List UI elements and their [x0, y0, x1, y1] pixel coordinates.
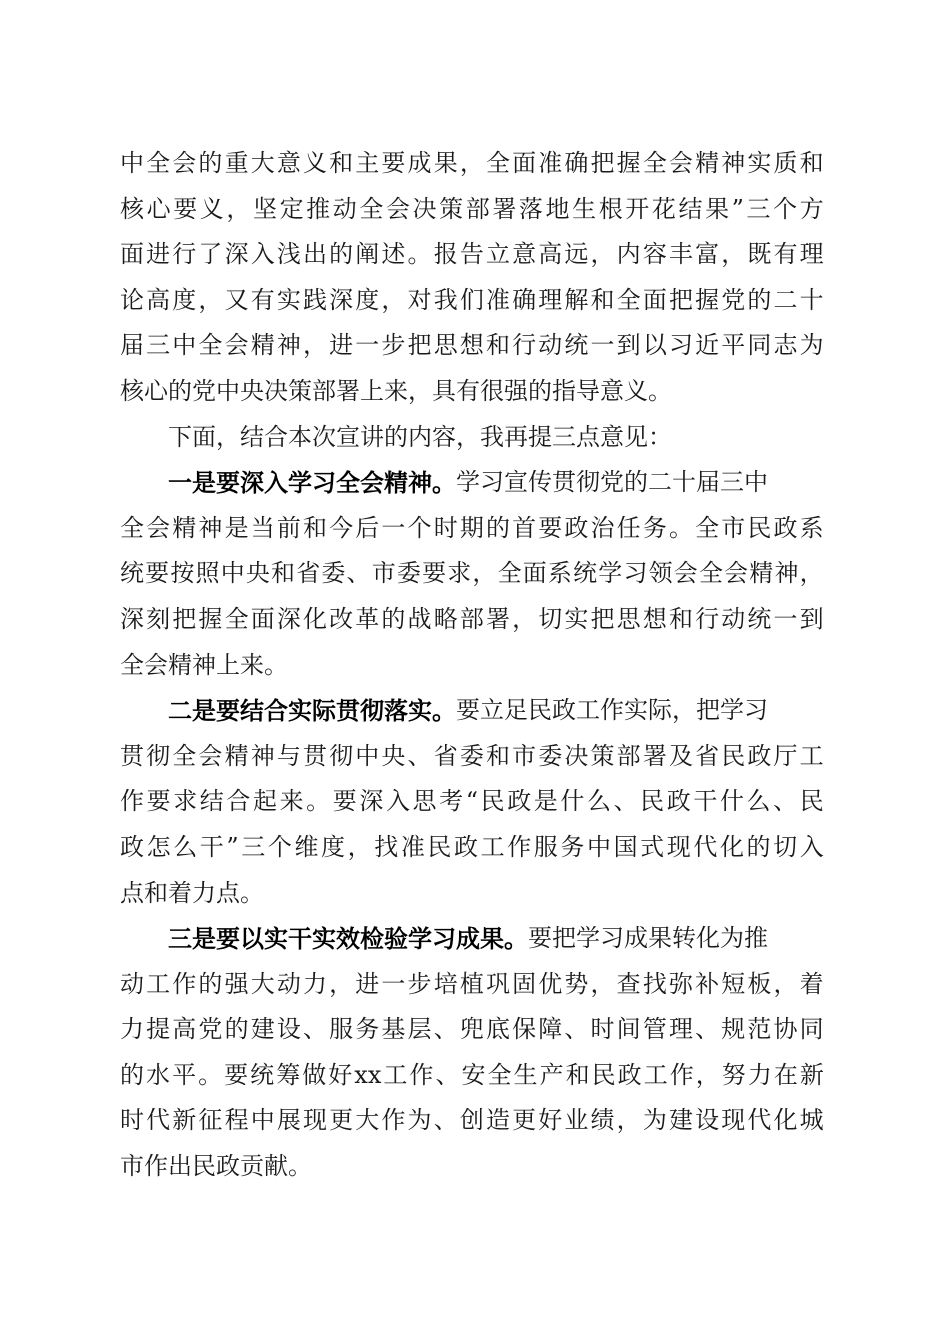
point-heading: 一是要深入学习全会精神。 — [168, 468, 456, 498]
text-line: 全会精神上来。 — [120, 650, 288, 679]
text-line: 核 心 要 义 ， 坚 定 推 动 全 会 决 策 部 署 落 地 生 根 开 花 结 果 ” 三 个 方 — [120, 194, 824, 223]
text-line: 力 提 高 党 的 建 设 、 服 务 基 层 、 兜 底 保 障 、 时 间 管 理 、 规 范 协 同 — [120, 1015, 824, 1044]
text-line: 作 要 求 结 合 起 来 。 要 深 入 思 考 “ 民 政 是 什 么 、 民 政 干 什 么 、 民 — [120, 787, 824, 816]
text-line: 下面，结合本次宣讲的内容，我再提三点意见： — [168, 422, 672, 451]
text-line: 时 代 新 征 程 中 展 现 更 大 作 为 、 创 造 更 好 业 绩 ， 为 建 设 现 代 化 城 — [120, 1106, 824, 1135]
text-line: 市作出民政贡献。 — [120, 1152, 312, 1181]
text-line: 点和着力点。 — [120, 878, 264, 907]
paragraph-intro — [120, 141, 824, 415]
document-page — [120, 141, 824, 1190]
point-text: 要立足民政工作实际，把学习 — [456, 696, 768, 725]
text-line: 面 进 行 了 深 入 浅 出 的 阐 述 。 报 告 立 意 高 远 ， 内 容 丰 富 ， 既 有 理 — [120, 240, 824, 269]
text-line: 中 全 会 的 重 大 意 义 和 主 要 成 果 ， 全 面 准 确 把 握 全 会 精 神 实 质 和 — [120, 149, 824, 177]
text-line: 届 三 中 全 会 精 神 ， 进 一 步 把 思 想 和 行 动 统 一 到 以 习 近 平 同 志 为 — [120, 331, 824, 360]
text-line: 动 工 作 的 强 大 动 力 ， 进 一 步 培 植 巩 固 优 势 ， 查 找 弥 补 短 板 ， 着 — [120, 969, 824, 998]
text-line — [120, 916, 824, 962]
text-line: 全 会 精 神 是 当 前 和 今 后 一 个 时 期 的 首 要 政 治 任 务 。 全 市 民 政 系 — [120, 513, 824, 542]
paragraph-transition — [120, 415, 824, 461]
point-heading: 二是要结合实际贯彻落实。 — [168, 696, 456, 726]
paragraph-point-1 — [120, 460, 824, 688]
text-line: 统 要 按 照 中 央 和 省 委 、 市 委 要 求 ， 全 面 系 统 学 习 领 会 全 会 精 神 ， — [120, 559, 824, 588]
paragraph-point-2 — [120, 688, 824, 916]
paragraph-point-3 — [120, 916, 824, 1190]
point-text: 学习宣传贯彻党的二十届三中 — [456, 468, 768, 497]
text-line: 政 怎 么 干 ” 三 个 维 度 ， 找 准 民 政 工 作 服 务 中 国 式 现 代 化 的 切 入 — [120, 832, 824, 861]
text-line: 深 刻 把 握 全 面 深 化 改 革 的 战 略 部 署 ， 切 实 把 思 想 和 行 动 统 一 到 — [120, 604, 824, 633]
text-line — [120, 460, 824, 506]
text-line: 贯 彻 全 会 精 神 与 贯 彻 中 央 、 省 委 和 市 委 决 策 部 署 及 省 民 政 厅 工 — [120, 741, 824, 770]
text-line: 核心的党中央决策部署上来，具有很强的指导意义。 — [120, 376, 672, 405]
text-line: 的 水 平 。 要 统 筹 做 好 xx 工 作 、 安 全 生 产 和 民 政 工 作 ， 努 力 在 新 — [120, 1060, 824, 1089]
text-line — [120, 688, 824, 734]
point-heading: 三是要以实干实效检验学习成果。 — [168, 924, 528, 954]
point-text: 要把学习成果转化为推 — [528, 924, 768, 953]
text-line: 论 高 度 ， 又 有 实 践 深 度 ， 对 我 们 准 确 理 解 和 全 面 把 握 党 的 二 十 — [120, 285, 824, 314]
